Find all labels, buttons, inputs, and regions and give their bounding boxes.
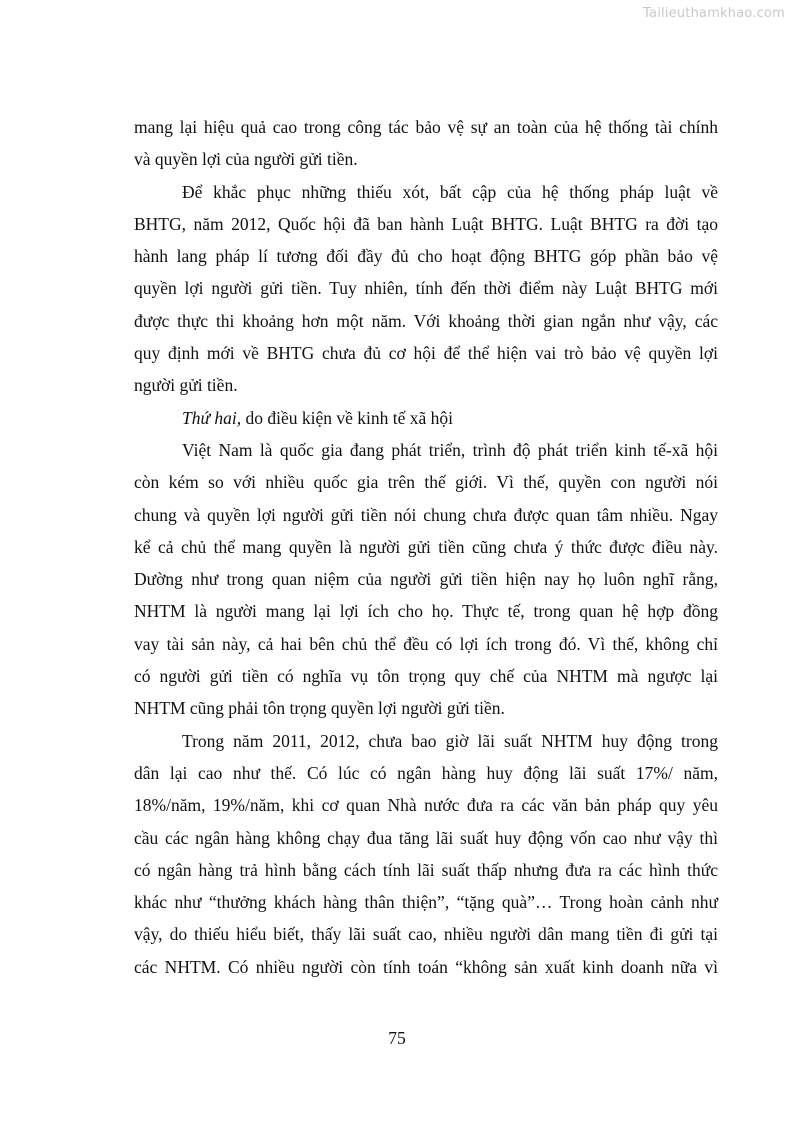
page-number: 75 — [388, 1028, 406, 1048]
text-line: còn kém so với nhiều quốc gia trên thế giới. Vì thế, quyền con người nói — [134, 472, 718, 493]
text-line: dân lại cao như thế. Có lúc có ngân hàng huy động lãi suất 17%/ năm, — [134, 762, 718, 783]
text-line: các NHTM. Có nhiều người còn tính toán “không sản xuất kinh doanh nữa vì — [134, 956, 718, 977]
text-line: kể cả chủ thể mang quyền là người gửi tiền cũng chưa ý thức được điều này. — [134, 536, 718, 557]
section-heading-line — [134, 402, 718, 434]
text-line: có ngân hàng trả hình bằng cách tính lãi suất thấp nhưng đưa ra các hình thức — [134, 859, 718, 880]
text-line: NHTM là người mang lại lợi ích cho họ. Thực tế, trong quan hệ hợp đồng — [134, 601, 718, 622]
text-line: quy định mới về BHTG chưa đủ cơ hội để thể hiện vai trò bảo vệ quyền lợi — [134, 343, 718, 364]
text-line: khác như “thưởng khách hàng thân thiện”, “tặng quà”… Trong hoàn cảnh như — [134, 892, 718, 913]
text-line: có người gửi tiền có nghĩa vụ tôn trọng quy chế của NHTM mà ngược lại — [134, 666, 718, 687]
text-line: Trong năm 2011, 2012, chưa bao giờ lãi suất NHTM huy động trong — [182, 730, 718, 751]
text-line: hành lang pháp lí tương đối đầy đủ cho hoạt động BHTG góp phần bảo vệ — [134, 246, 718, 267]
text-line: vay tài sản này, cả hai bên chủ thể đều có lợi ích trong đó. Vì thế, không chỉ — [134, 633, 718, 654]
document-body — [134, 111, 718, 983]
text-line: Dường như trong quan niệm của người gửi tiền hiện nay họ luôn nghĩ rằng, — [134, 569, 718, 590]
text-line: chung và quyền lợi người gửi tiền nói chung chưa được quan tâm nhiều. Ngay — [134, 504, 718, 525]
text-line: vậy, do thiếu hiểu biết, thấy lãi suất cao, nhiều người dân mang tiền đi gửi tại — [134, 924, 718, 945]
text-line: BHTG, năm 2012, Quốc hội đã ban hành Luật BHTG. Luật BHTG ra đời tạo — [134, 213, 718, 234]
text-line: Để khắc phục những thiếu xót, bất cập của hệ thống pháp luật về — [182, 181, 718, 202]
text-line: cầu các ngân hàng không chạy đua tăng lãi suất huy động vốn cao như vậy thì — [134, 827, 718, 848]
watermark: Tailieuthamkhao.com — [643, 6, 785, 21]
text-line: và quyền lợi của người gửi tiền. — [134, 149, 358, 170]
text-line: được thực thi khoảng hơn một năm. Với khoảng thời gian ngắn như vậy, các — [134, 310, 718, 331]
text-line: NHTM cũng phải tôn trọng quyền lợi người gửi tiền. — [134, 698, 505, 719]
section-heading-text: do điều kiện về kinh tế xã hội — [245, 407, 454, 428]
text-line: Việt Nam là quốc gia đang phát triển, trình độ phát triển kinh tế-xã hội — [182, 439, 718, 460]
text-line: mang lại hiệu quả cao trong công tác bảo vệ sự an toàn của hệ thống tài chính — [134, 117, 718, 137]
section-heading-italic: Thứ hai, — [182, 407, 242, 428]
text-line: 18%/năm, 19%/năm, khi cơ quan Nhà nước đưa ra các văn bản pháp quy yêu — [134, 795, 718, 816]
text-line: người gửi tiền. — [134, 375, 238, 396]
text-line: quyền lợi người gửi tiền. Tuy nhiên, tính đến thời điểm này Luật BHTG mới — [134, 278, 718, 299]
